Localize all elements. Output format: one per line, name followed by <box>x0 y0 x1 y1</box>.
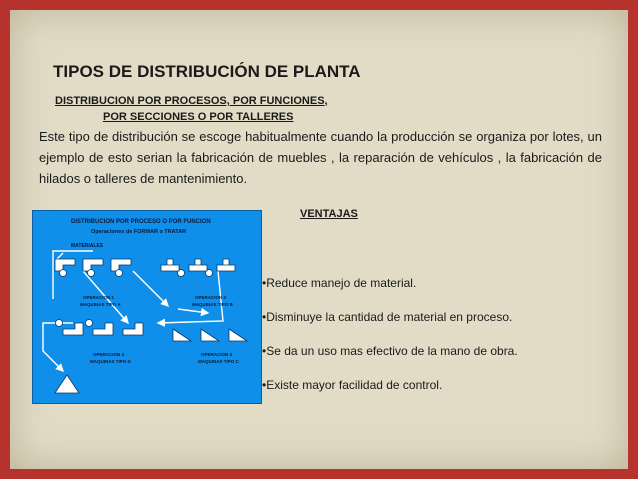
machine-b-3 <box>217 259 235 271</box>
advantage-item: •Disminuye la cantidad de material en proceso. <box>262 310 513 324</box>
diagram-subtitle: Operaciones de FORMAR o TRATAR <box>91 229 187 235</box>
advantage-item: •Se da un uso mas efectivo de la mano de obra. <box>262 344 518 358</box>
finished-product-triangle <box>55 375 79 393</box>
op4-sublabel: MAQUINAS TIPO D <box>90 359 131 364</box>
slide-title: TIPOS DE DISTRIBUCIÓN DE PLANTA <box>53 62 361 81</box>
flow-line-op3 <box>178 309 208 313</box>
machine-c-2 <box>201 329 219 341</box>
machine-c-1 <box>173 329 191 341</box>
machine-b-1 <box>161 259 179 271</box>
materials-label: MATERIALES <box>71 243 104 249</box>
op3-sublabel: MAQUINAS TIPO C <box>198 359 239 364</box>
subtitle-line-1: DISTRIBUCION POR PROCESOS, POR FUNCIONES, <box>55 95 328 107</box>
diagram-title: DISTRIBUCION POR PROCESO O POR FUNCION <box>71 219 211 225</box>
op3-label: OPERACION 3 <box>201 352 233 357</box>
advantages-heading: VENTAJAS <box>300 208 358 220</box>
machine-d-2 <box>93 323 113 335</box>
machines-type-b <box>161 259 235 271</box>
description-paragraph: Este tipo de distribución se escoge habitualmente cuando la producción se organiza por lotes, un ejemplo de esto serian la fabricación de muebles , la reparación de vehículos , la fabricación de hilados o talleres de mantenimiento. <box>39 129 602 186</box>
machine-a-3 <box>111 259 131 271</box>
machines-type-d <box>56 320 144 336</box>
op1-label: OPERACION 1 <box>83 295 115 300</box>
machine-d-3 <box>123 323 143 335</box>
machine-c-3 <box>229 329 247 341</box>
machine-b-2 <box>189 259 207 271</box>
advantage-item: •Reduce manejo de material. <box>262 276 417 290</box>
op2-sublabel: MAQUINAS TIPO B <box>192 302 233 307</box>
subtitle-line-2: POR SECCIONES O POR TALLERES <box>103 111 294 123</box>
flow-line-op1-op4 <box>133 271 168 306</box>
machine-a-2 <box>83 259 103 271</box>
machines-type-c <box>173 329 247 341</box>
op1-sublabel: MAQUINAS TIPO A <box>80 302 121 307</box>
diagram-drawing <box>33 211 261 403</box>
advantage-item: •Existe mayor facilidad de control. <box>262 378 443 392</box>
machine-a-1 <box>55 259 75 271</box>
process-layout-diagram <box>32 210 262 404</box>
op4-label: OPERACION 4 <box>93 352 125 357</box>
machine-d-1 <box>63 323 83 335</box>
op2-label: OPERACION 2 <box>195 295 227 300</box>
